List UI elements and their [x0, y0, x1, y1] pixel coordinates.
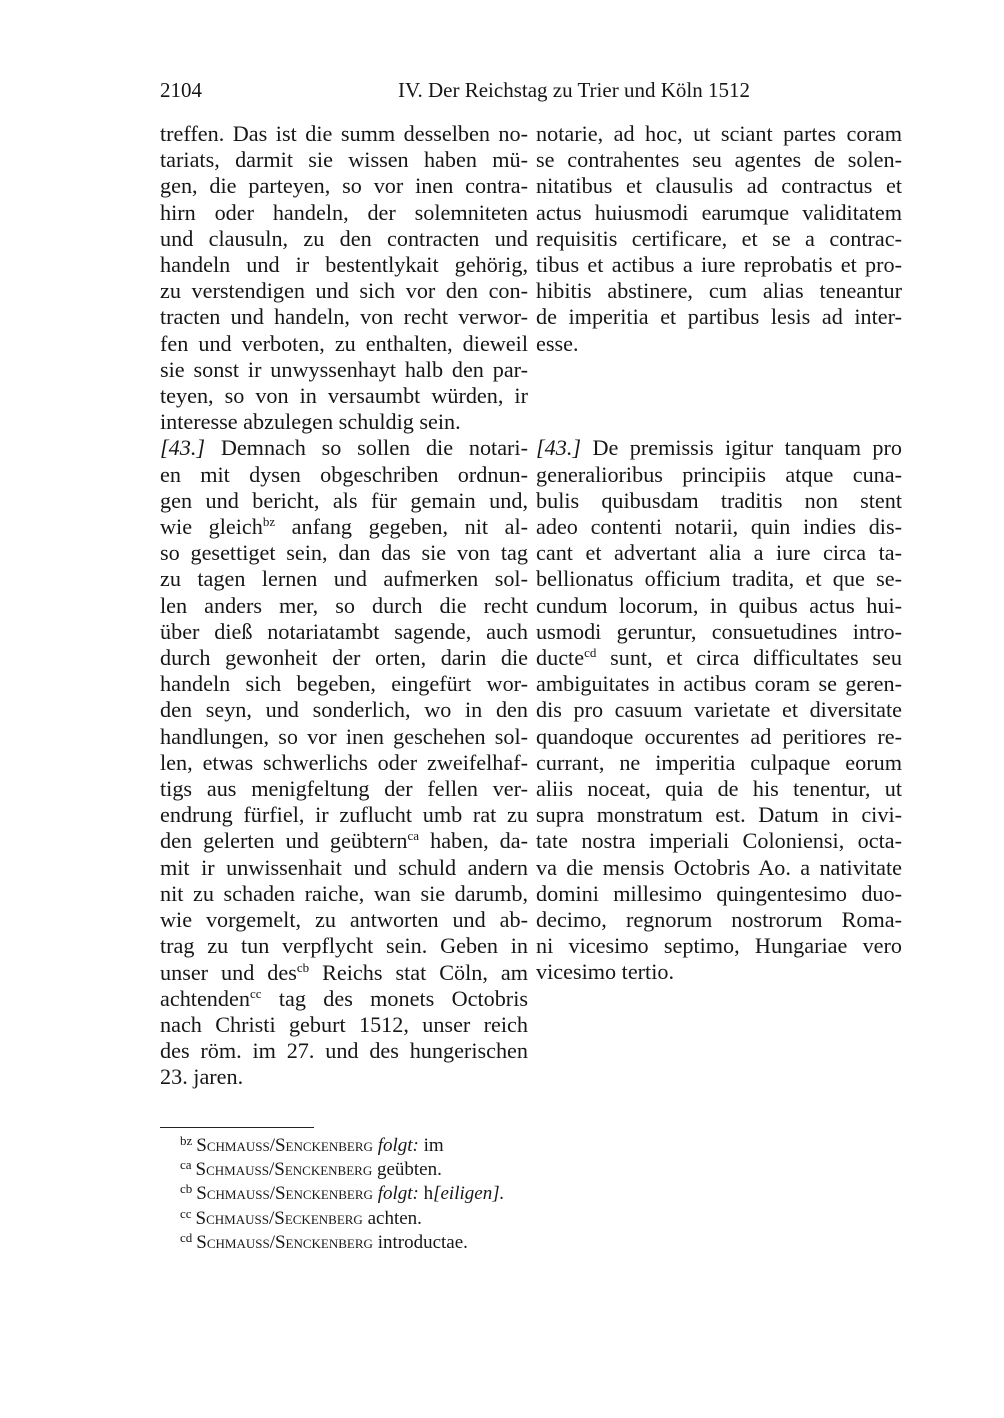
footnote-cc	[180, 1207, 504, 1231]
footnote-text: introductae.	[372, 1231, 468, 1253]
text-line: handeln und ir bestentlykait gehörig,	[160, 252, 528, 278]
text-line: teyen, so von in versaumbt würden, ir	[160, 383, 528, 409]
text-line: nach Christi geburt 1512, unser reich	[160, 1011, 528, 1037]
text-run: De premissis igitur tanquam pro	[581, 435, 902, 461]
text-line: cant et advertant alia a iure circa ta-	[536, 540, 902, 566]
text-line: wie vorgemelt, zu antworten und ab-	[160, 907, 528, 933]
text-line: fen und verboten, zu enthalten, dieweil	[160, 330, 528, 356]
text-line: en mit dysen obgeschriben ordnun-	[160, 461, 528, 487]
text-line: tariats, darmit sie wissen haben mü-	[160, 147, 528, 173]
text-line: se contrahentes seu agentes de solen-	[536, 147, 902, 173]
footnote-source: Schmauss/Seckenberg	[195, 1207, 363, 1229]
footnote-marker[interactable]: cd	[584, 645, 597, 661]
text-line	[160, 828, 528, 854]
text-run: ducte	[536, 645, 585, 671]
footnote-marker[interactable]: cc	[249, 985, 262, 1001]
latin-text-column	[536, 121, 902, 986]
text-line: cundum locorum, in quibus actus hui-	[536, 592, 902, 618]
text-line: durch gewonheit der orten, darin die	[160, 645, 528, 671]
footnote-text: achten.	[362, 1207, 422, 1229]
text-line: generalioribus principiis atque cuna-	[536, 461, 902, 487]
footnote-divider	[160, 1127, 314, 1128]
text-line	[160, 986, 528, 1012]
text-run: achtenden	[160, 985, 250, 1011]
text-line: gen, die parteyen, so vor inen contra-	[160, 173, 528, 199]
text-run: sunt, et circa difficultates seu	[596, 645, 902, 671]
section-number: [43.]	[536, 435, 582, 461]
footnote-source: Schmauss/Senckenberg	[196, 1231, 373, 1253]
text-line: trag zu tun verpflycht sein. Geben in	[160, 933, 528, 959]
footnote-extra: [eiligen].	[433, 1183, 505, 1205]
text-line: dis pro casuum varietate et diversitate	[536, 697, 902, 723]
text-line: esse.	[536, 330, 579, 356]
footnote-text: h	[418, 1183, 434, 1205]
page-header	[160, 78, 902, 108]
footnote-list	[180, 1134, 504, 1255]
footnote-marker[interactable]: ca	[407, 828, 420, 844]
text-line: zu tagen lernen und aufmerken sol-	[160, 566, 528, 592]
text-line: currant, ne imperitia culpaque eorum	[536, 749, 902, 775]
footnote-note: folgt:	[377, 1135, 419, 1156]
paragraph-43-start	[536, 435, 902, 461]
text-line: mit ir unwissenhait und schuld andern	[160, 854, 528, 880]
footnote-mark: cc	[180, 1205, 192, 1221]
footnote-cb	[180, 1182, 504, 1206]
footnote-source: Schmauss/Senckenberg	[195, 1159, 373, 1181]
text-line: vicesimo tertio.	[536, 959, 675, 985]
text-run: den gelerten und geübtern	[160, 828, 408, 854]
text-run: unser und des	[160, 959, 297, 985]
text-line: handeln sich begeben, eingefürt wor-	[160, 671, 528, 697]
text-line: endrung fürfiel, ir zuflucht umb rat zu	[160, 802, 528, 828]
footnote-ca	[180, 1158, 504, 1182]
footnote-source: Schmauss/Senckenberg	[196, 1135, 373, 1156]
text-line: ni vicesimo septimo, Hungariae vero	[536, 933, 902, 959]
footnote-marker[interactable]: bz	[262, 514, 276, 530]
text-line: tigs aus menigfeltung der fellen ver-	[160, 776, 528, 802]
text-line: adeo contenti notarii, quin indies dis-	[536, 514, 902, 540]
text-line: nit zu schaden raiche, wan sie darumb,	[160, 880, 528, 906]
text-line: domini millesimo quingentesimo duo-	[536, 880, 902, 906]
footnote-source: Schmauss/Senckenberg	[196, 1183, 373, 1205]
text-line: quandoque occurentes ad peritiores re-	[536, 723, 902, 749]
text-line: usmodi geruntur, consuetudines intro-	[536, 618, 902, 644]
paragraph-43-start	[160, 435, 528, 461]
text-line: len anders mer, so durch die recht	[160, 592, 528, 618]
text-line: hirn oder handeln, der solemniteten	[160, 199, 528, 225]
german-text-column	[160, 121, 528, 1091]
text-run: Demnach so sollen die notari-	[205, 435, 528, 461]
footnote-cd	[180, 1231, 504, 1255]
footnote-note: folgt:	[377, 1183, 419, 1205]
text-line: und clausuln, zu den contracten und	[160, 225, 528, 251]
footnote-text: im	[418, 1135, 444, 1156]
footnote-mark: ca	[180, 1157, 192, 1173]
text-line: des röm. im 27. und des hungerischen	[160, 1038, 528, 1064]
footnote-mark: bz	[180, 1133, 193, 1148]
section-number: [43.]	[160, 435, 206, 461]
text-line: gen und bericht, als für gemain und,	[160, 487, 528, 513]
text-line: interesse abzulegen schuldig sein.	[160, 409, 461, 435]
text-line: so gesettiget sein, dan das sie von tag	[160, 540, 528, 566]
text-line: notarie, ad hoc, ut sciant partes coram	[536, 121, 902, 146]
text-line: tracten und handeln, von recht verwor-	[160, 304, 528, 330]
text-run: tag des monets Octobris	[261, 985, 528, 1011]
text-line: bellionatus officium tradita, et que se-	[536, 566, 902, 592]
text-line: ambiguitates in actibus coram se geren-	[536, 671, 902, 697]
text-line	[160, 960, 528, 986]
text-line: aliis noceat, quia de his tenentur, ut	[536, 776, 902, 802]
text-line	[536, 645, 902, 671]
footnote-marker[interactable]: cb	[296, 959, 310, 975]
text-run: Reichs stat Cöln, am	[309, 959, 528, 985]
text-line: actus huiusmodi earumque validitatem	[536, 199, 902, 225]
footnote-bz	[180, 1134, 504, 1158]
text-line: tate nostra imperiali Coloniensi, octa-	[536, 828, 902, 854]
page-number: 2104	[160, 78, 202, 102]
text-line: handlungen, so vor inen geschehen sol-	[160, 723, 528, 749]
text-line: tibus et actibus a iure reprobatis et pro-	[536, 252, 902, 278]
text-line	[160, 514, 528, 540]
text-run: haben, da-	[419, 828, 528, 854]
text-line: treffen. Das ist die summ desselben no-	[160, 121, 528, 146]
text-line: hibitis abstinere, cum alias teneantur	[536, 278, 902, 304]
footnote-mark: cd	[180, 1229, 193, 1245]
text-line: über dieß notariatambt sagende, auch	[160, 618, 528, 644]
text-line: sie sonst ir unwyssenhayt halb den par-	[160, 356, 528, 382]
text-line: decimo, regnorum nostrorum Roma-	[536, 907, 902, 933]
text-run: wie gleich	[160, 514, 263, 540]
text-line: len, etwas schwerlichs oder zweifelhaf-	[160, 749, 528, 775]
running-title: IV. Der Reichstag zu Trier und Köln 1512	[398, 78, 750, 102]
column-spacer	[536, 357, 902, 436]
footnote-mark: cb	[180, 1181, 193, 1197]
footnote-text: geübten.	[372, 1159, 442, 1181]
text-line: supra monstratum est. Datum in civi-	[536, 802, 902, 828]
text-line: den seyn, und sonderlich, wo in den	[160, 697, 528, 723]
text-run: anfang gegeben, nit al-	[275, 514, 528, 540]
text-line: 23. jaren.	[160, 1064, 244, 1090]
text-line: nitatibus et clausulis ad contractus et	[536, 173, 902, 199]
text-line: de imperitia et partibus lesis ad inter-	[536, 304, 902, 330]
text-line: zu verstendigen und sich vor den con-	[160, 278, 528, 304]
text-line: requisitis certificare, et se a contrac-	[536, 225, 902, 251]
text-line: bulis quibusdam traditis non stent	[536, 487, 902, 513]
text-line: va die mensis Octobris Ao. a nativitate	[536, 854, 902, 880]
